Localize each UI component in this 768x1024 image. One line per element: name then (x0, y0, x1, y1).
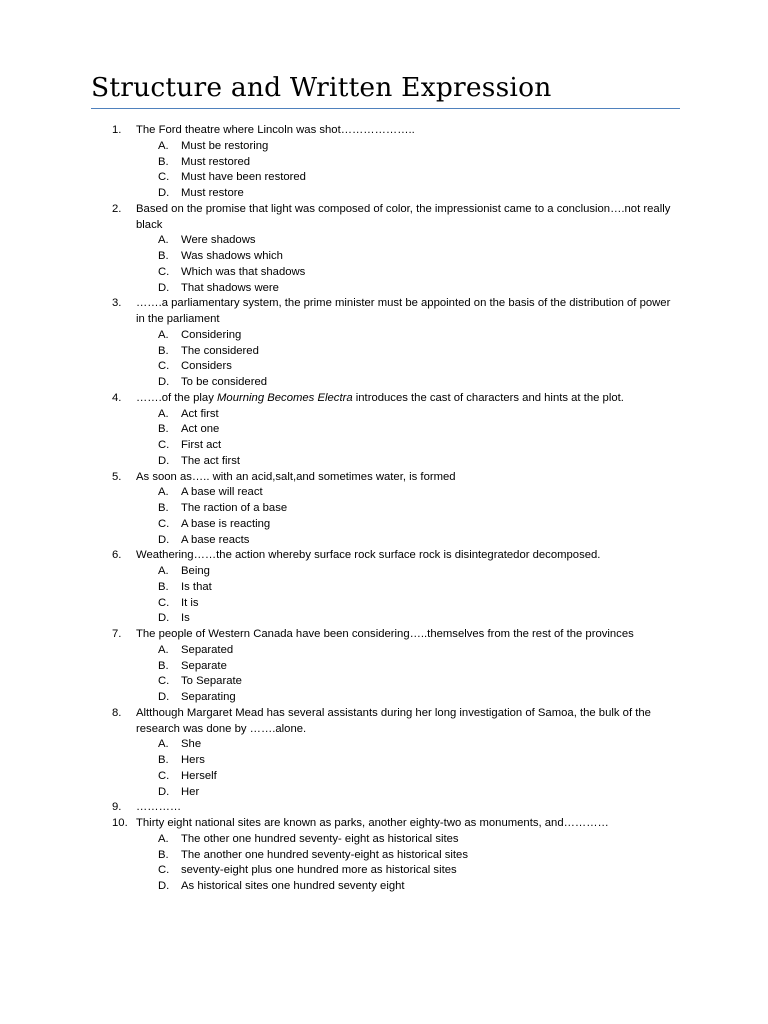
question-number: 7. (112, 628, 122, 640)
answer-option (0, 533, 768, 549)
answer-option (0, 737, 768, 753)
question-number: 8. (112, 706, 122, 719)
option-letter: C. (158, 675, 170, 688)
question-text-segment: …….of the play (136, 391, 217, 404)
answer-option (0, 454, 768, 470)
option-text: The considered (181, 344, 259, 357)
option-letter: C. (158, 596, 170, 609)
question-item (0, 296, 768, 391)
answer-option (0, 753, 768, 769)
answer-option (0, 281, 768, 297)
question-text-segment: Weathering……the action whereby surface rock surface rock is disintegratedor decomposed. (136, 549, 601, 562)
option-text: Hers (181, 754, 205, 766)
title-underline (91, 108, 680, 109)
question-text (136, 816, 676, 832)
option-letter: A. (158, 738, 169, 751)
option-text: She (181, 738, 202, 751)
question-list (0, 123, 768, 895)
option-text: Must have been restored (181, 171, 306, 184)
option-letter: C. (158, 439, 170, 451)
option-text: That shadows were (181, 281, 279, 294)
option-text: Act one (181, 423, 220, 436)
answer-options (0, 233, 768, 296)
question-item (0, 548, 768, 627)
option-text: It is (181, 596, 199, 609)
option-text: Must restored (181, 155, 251, 168)
option-letter: D. (158, 376, 170, 388)
answer-option (0, 407, 768, 423)
option-text: Separated (181, 643, 234, 656)
question-text-segment: The people of Western Canada have been considering…..themselves from the rest of the provinces (136, 628, 634, 640)
answer-option (0, 879, 768, 895)
option-text: The act first (181, 454, 241, 467)
option-text: Considers (181, 360, 232, 373)
option-text: To Separate (181, 675, 242, 688)
answer-option (0, 485, 768, 501)
option-text: Must restore (181, 187, 244, 199)
page-title: Structure and Written Expression (91, 72, 552, 103)
answer-option (0, 249, 768, 265)
option-text: Her (181, 785, 200, 798)
answer-option (0, 344, 768, 360)
answer-option (0, 769, 768, 785)
answer-option (0, 517, 768, 533)
option-text: First act (181, 439, 222, 451)
option-letter: C. (158, 265, 170, 278)
question-item (0, 800, 768, 816)
option-letter: D. (158, 785, 170, 798)
question-text-segment: Thirty eight national sites are known as parks, another eighty-two as monuments, and………… (136, 817, 609, 829)
answer-option (0, 674, 768, 690)
option-letter: D. (158, 533, 170, 546)
answer-option (0, 170, 768, 186)
option-text: A base will react (181, 486, 263, 499)
option-text: Which was that shadows (181, 265, 306, 278)
option-letter: B. (158, 659, 169, 672)
option-text: Being (181, 565, 210, 577)
question-text-segment: Altthough Margaret Mead has several assistants during her long investigation of Samoa, the bulk of the research was done by …….alone. (136, 706, 651, 735)
option-text: The other one hundred seventy- eight as historical sites (181, 832, 459, 845)
answer-option (0, 422, 768, 438)
option-letter: A. (158, 234, 169, 247)
answer-option (0, 139, 768, 155)
answer-option (0, 848, 768, 864)
option-letter: C. (158, 360, 170, 373)
option-text: Is that (181, 580, 212, 593)
question-text (136, 548, 676, 564)
answer-option (0, 863, 768, 879)
option-letter: A. (158, 486, 169, 499)
option-letter: B. (158, 250, 169, 262)
play-title: Mourning Becomes Electra (217, 391, 353, 404)
question-text (136, 800, 676, 816)
answer-options (0, 485, 768, 548)
option-letter: A. (158, 139, 169, 152)
question-item (0, 202, 768, 297)
option-letter: D. (158, 187, 170, 199)
option-text: Was shadows which (181, 250, 283, 262)
question-text (136, 627, 676, 643)
question-text-segment: The Ford theatre where Lincoln was shot……………….. (136, 124, 415, 136)
question-item (0, 627, 768, 706)
question-item (0, 706, 768, 801)
answer-option (0, 438, 768, 454)
question-number: 4. (112, 391, 122, 404)
option-text: Separating (181, 691, 236, 703)
option-text: Were shadows (181, 234, 256, 247)
answer-option (0, 832, 768, 848)
answer-option (0, 501, 768, 517)
option-text: Herself (181, 769, 217, 782)
answer-option (0, 265, 768, 281)
question-text (136, 391, 676, 407)
option-text: Is (181, 612, 190, 625)
question-number: 1. (112, 124, 122, 136)
answer-option (0, 328, 768, 344)
option-letter: D. (158, 880, 170, 892)
option-text: Act first (181, 407, 219, 420)
question-text-segment: …….a parliamentary system, the prime minister must be appointed on the basis of the distribution of power in the parliament (136, 297, 671, 325)
option-text: The raction of a base (181, 502, 288, 514)
answer-option (0, 186, 768, 202)
option-text: Considering (181, 328, 242, 341)
question-number: 10. (112, 817, 128, 829)
option-letter: A. (158, 565, 169, 577)
question-number: 5. (112, 470, 122, 483)
answer-option (0, 359, 768, 375)
option-text: A base reacts (181, 533, 250, 546)
question-number: 3. (112, 297, 122, 310)
answer-option (0, 659, 768, 675)
answer-option (0, 564, 768, 580)
question-text (136, 470, 676, 486)
answer-option (0, 233, 768, 249)
answer-option (0, 643, 768, 659)
option-text: A base is reacting (181, 517, 271, 530)
answer-option (0, 690, 768, 706)
option-letter: C. (158, 769, 170, 782)
question-text-segment: introduces the cast of characters and hints at the plot. (352, 391, 624, 404)
question-item (0, 391, 768, 470)
question-text-segment: ………… (136, 801, 182, 814)
option-text: As historical sites one hundred seventy eight (181, 880, 405, 892)
option-letter: C. (158, 171, 170, 184)
question-number: 6. (112, 549, 122, 562)
option-letter: A. (158, 832, 169, 845)
option-text: seventy-eight plus one hundred more as historical sites (181, 864, 457, 877)
option-letter: B. (158, 502, 169, 514)
answer-option (0, 596, 768, 612)
option-letter: C. (158, 517, 170, 530)
answer-options (0, 737, 768, 800)
answer-option (0, 580, 768, 596)
answer-option (0, 155, 768, 171)
answer-options (0, 564, 768, 627)
answer-options (0, 832, 768, 895)
question-number: 9. (112, 801, 122, 814)
question-item (0, 123, 768, 202)
answer-option (0, 785, 768, 801)
answer-option (0, 375, 768, 391)
option-letter: B. (158, 155, 169, 168)
question-number: 2. (112, 202, 122, 215)
option-letter: B. (158, 423, 169, 436)
option-text: The another one hundred seventy-eight as historical sites (181, 848, 468, 861)
option-letter: A. (158, 643, 169, 656)
question-text (136, 123, 676, 139)
option-text: To be considered (181, 376, 268, 388)
option-letter: D. (158, 281, 170, 294)
question-text-segment: As soon as….. with an acid,salt,and sometimes water, is formed (136, 470, 456, 483)
question-text (136, 202, 676, 234)
option-text: Separate (181, 659, 227, 672)
option-letter: D. (158, 454, 170, 467)
option-letter: B. (158, 754, 169, 766)
option-text: Must be restoring (181, 139, 269, 152)
option-letter: D. (158, 612, 170, 625)
question-text-segment: Based on the promise that light was composed of color, the impressionist came to a conclusion….not really black (136, 202, 671, 231)
option-letter: C. (158, 864, 170, 877)
option-letter: B. (158, 344, 169, 357)
option-letter: D. (158, 691, 170, 703)
option-letter: B. (158, 580, 169, 593)
answer-options (0, 139, 768, 202)
answer-option (0, 611, 768, 627)
question-item (0, 816, 768, 895)
option-letter: A. (158, 328, 169, 341)
option-letter: B. (158, 848, 169, 861)
option-letter: A. (158, 407, 169, 420)
answer-options (0, 328, 768, 391)
answer-options (0, 643, 768, 706)
question-text (136, 706, 676, 738)
answer-options (0, 407, 768, 470)
question-item (0, 470, 768, 549)
question-text (136, 296, 676, 328)
